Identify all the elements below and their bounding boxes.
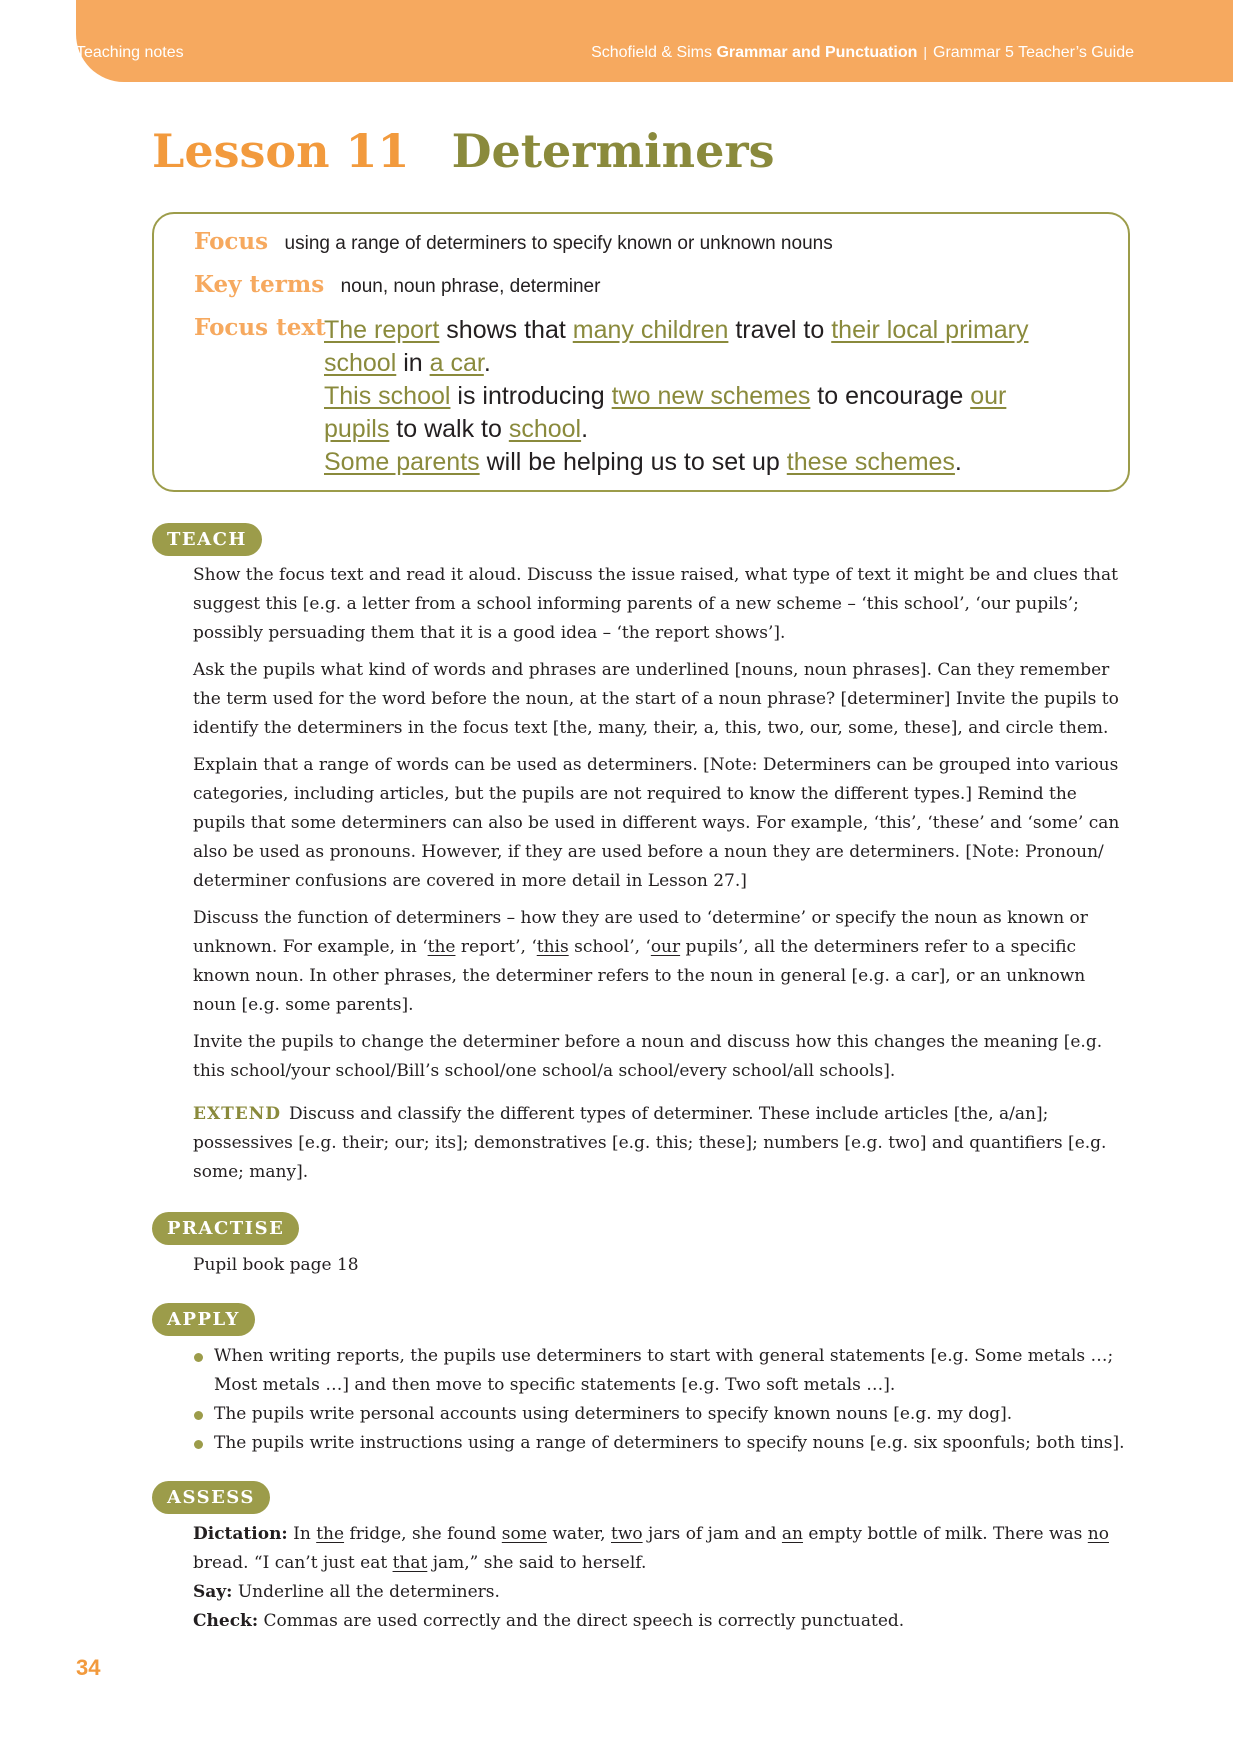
underlined-phrase: the — [427, 937, 456, 957]
underlined-phrase: Some parents — [324, 448, 480, 476]
practise-section — [193, 1251, 1133, 1288]
check-paragraph — [193, 1607, 1133, 1636]
underlined-phrase: pupils — [324, 415, 390, 443]
teach-section — [193, 561, 1133, 1195]
key-terms-label: Key terms — [194, 271, 325, 298]
extend-label: EXTEND — [193, 1104, 282, 1124]
focus-text-label: Focus text — [194, 314, 326, 341]
text-segment: school’, ‘ — [568, 937, 651, 957]
teach-paragraph — [193, 561, 1133, 648]
text-segment: Ask the pupils what kind of words and phrases are underlined [nouns, noun phrases]. Can they remember the term used for the word before the noun, at the start of a noun phrase? [determiner] Invite the pupils to identify the determiners in the focus text [the, many, their, a, this, two, our, some, these], and circle them. — [193, 660, 1119, 738]
underlined-phrase: an — [781, 1524, 804, 1544]
lesson-number: Lesson 11 — [152, 124, 410, 178]
key-terms-row — [194, 271, 600, 298]
focus-text-line — [324, 314, 1029, 347]
underlined-phrase: two — [611, 1524, 643, 1544]
underlined-phrase: a car — [429, 349, 484, 377]
underlined-phrase: no — [1087, 1524, 1109, 1544]
text-segment: . — [954, 448, 962, 476]
text-segment: Explain that a range of words can be used as determiners. [Note: Determiners can be grouped into various categories, including articles, but the pupils are not required to know the different types.] Remind the pupils that some determiners can also be used in different ways. For example, ‘this’, ‘these’ and ‘some’ can also be used as pronouns. However, if they are used before a noun they are determiners. [Note: Pronoun/ determiner confusions are covered in more detail in Lesson 27.] — [193, 755, 1120, 891]
text-segment: to walk to — [389, 415, 509, 443]
say-paragraph — [193, 1578, 1133, 1607]
dictation-paragraph — [193, 1520, 1133, 1578]
text-segment: Discuss the function of determiners – how they are used to ‘determine’ or specify the noun as known or unknown. For example, in ‘ — [193, 908, 1088, 957]
focus-text-line — [324, 413, 1029, 446]
header-series: Grammar and Punctuation — [716, 44, 918, 61]
underlined-phrase: our — [970, 382, 1007, 410]
underlined-phrase: our — [650, 937, 681, 957]
teach-paragraph — [193, 656, 1133, 743]
text-segment: will be helping us to set up — [479, 448, 787, 476]
list-item: When writing reports, the pupils use determiners to start with general statements [e.g. Some metals …; Most metals …] and then move to specific statements [e.g. Two soft metals …]. — [193, 1342, 1133, 1400]
focus-text-label-row — [194, 314, 338, 341]
dictation-label: Dictation: — [193, 1524, 288, 1544]
underlined-phrase: two new schemes — [611, 382, 811, 410]
text-segment: water, — [546, 1524, 611, 1544]
focus-row — [194, 228, 833, 255]
header-separator: | — [923, 44, 928, 60]
underlined-phrase: school — [508, 415, 582, 443]
dictation-text — [193, 1524, 1109, 1573]
teach-paragraph — [193, 751, 1133, 896]
teach-badge: TEACH — [152, 523, 262, 556]
text-segment: jam,” she said to herself. — [427, 1553, 647, 1573]
header-section-label: Teaching notes — [76, 44, 184, 61]
header-guide: Grammar 5 Teacher’s Guide — [933, 44, 1134, 61]
text-segment: Invite the pupils to change the determiner before a noun and discuss how this changes the meaning [e.g. this school/your school/Bill’s school/one school/a school/every school/all schools]. — [193, 1032, 1103, 1081]
extend-paragraph — [193, 1100, 1133, 1187]
teach-paragraph — [193, 1028, 1133, 1086]
apply-bullet-list — [193, 1342, 1133, 1458]
underlined-phrase: some — [501, 1524, 547, 1544]
say-text: Underline all the determiners. — [232, 1582, 500, 1602]
text-segment: shows that — [439, 316, 573, 344]
list-item: The pupils write personal accounts using determiners to specify known nouns [e.g. my dog]. — [193, 1400, 1133, 1429]
practise-badge: PRACTISE — [152, 1212, 299, 1245]
check-label: Check: — [193, 1611, 259, 1631]
underlined-phrase: The report — [324, 316, 440, 344]
text-segment: In — [287, 1524, 317, 1544]
text-segment: empty bottle of milk. There was — [803, 1524, 1088, 1544]
text-segment: is introducing — [450, 382, 612, 410]
underlined-phrase: school — [324, 349, 397, 377]
focus-text-line — [324, 380, 1029, 413]
lesson-name: Determiners — [451, 124, 775, 178]
list-item: The pupils write instructions using a range of determiners to specify nouns [e.g. six spoonfuls; both tins]. — [193, 1429, 1133, 1458]
underlined-phrase: the — [316, 1524, 345, 1544]
teach-paragraph — [193, 904, 1133, 1020]
apply-badge: APPLY — [152, 1303, 255, 1336]
assess-section — [193, 1520, 1133, 1636]
focus-text-line — [324, 446, 1029, 479]
say-label: Say: — [193, 1582, 233, 1602]
underlined-phrase: these schemes — [786, 448, 955, 476]
focus-value: using a range of determiners to specify known or unknown nouns — [284, 233, 833, 254]
header-book-title — [591, 44, 1134, 62]
extend-text: Discuss and classify the different types of determiner. These include articles [the, a/an]; possessives [e.g. their; our; its]; demonstratives [e.g. this; these]; numbers [e.g. two] and quantifiers [e.g. some; many]. — [193, 1104, 1107, 1182]
text-segment: pupils’, all the determiners refer to a specific known noun. In other phrases, the determiner refers to the noun in general [e.g. a car], or an unknown noun [e.g. some parents]. — [193, 937, 1086, 1015]
apply-section — [193, 1342, 1133, 1458]
text-segment: Show the focus text and read it aloud. Discuss the issue raised, what type of text it might be and clues that suggest this [e.g. a letter from a school informing parents of a new scheme – ‘this school’, ‘our pupils’; possibly persuading them that it is a good idea – ‘the report shows’]. — [193, 565, 1118, 643]
page-number: 34 — [76, 1655, 101, 1680]
underlined-phrase: their local primary — [831, 316, 1029, 344]
text-segment: to encourage — [810, 382, 971, 410]
practise-text: Pupil book page 18 — [193, 1255, 359, 1275]
text-segment: jars of jam and — [642, 1524, 782, 1544]
assess-badge: ASSESS — [152, 1481, 270, 1514]
text-segment: . — [581, 415, 589, 443]
check-text: Commas are used correctly and the direct speech is correctly punctuated. — [258, 1611, 905, 1631]
text-segment: . — [483, 349, 491, 377]
underlined-phrase: many children — [572, 316, 729, 344]
header-publisher: Schofield & Sims — [591, 44, 712, 61]
header-band — [76, 0, 1233, 82]
text-segment: travel to — [728, 316, 832, 344]
underlined-phrase: that — [392, 1553, 428, 1573]
text-segment: fridge, she found — [344, 1524, 502, 1544]
focus-text-line — [324, 347, 1029, 380]
teach-paragraphs — [193, 561, 1133, 1086]
key-terms-value: noun, noun phrase, determiner — [340, 276, 601, 297]
underlined-phrase: This school — [324, 382, 451, 410]
focus-box — [152, 212, 1130, 492]
text-segment: in — [396, 349, 430, 377]
focus-label: Focus — [194, 228, 269, 255]
text-segment: bread. “I can’t just eat — [193, 1553, 393, 1573]
page-title — [152, 124, 774, 178]
focus-text — [324, 314, 1029, 479]
underlined-phrase: this — [536, 937, 569, 957]
text-segment: report’, ‘ — [455, 937, 537, 957]
